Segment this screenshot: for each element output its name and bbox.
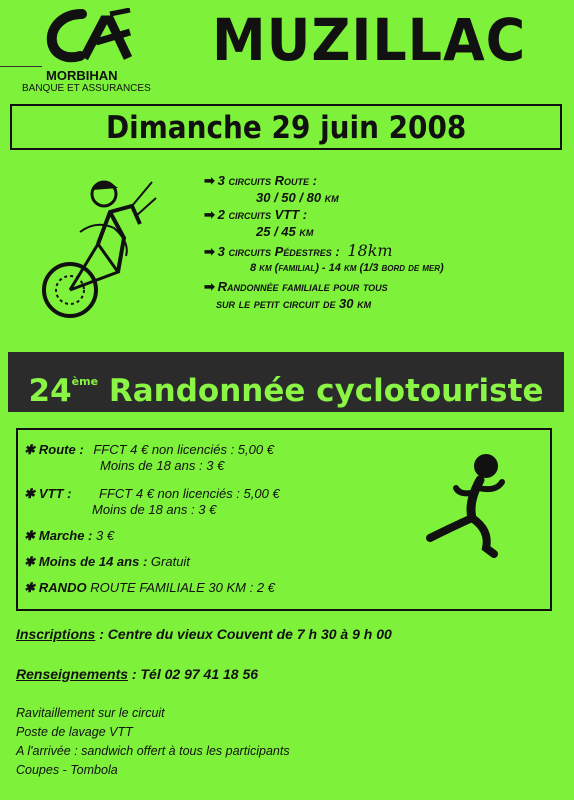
event-banner-title: 24ème Randonnée cyclotouriste	[28, 373, 544, 409]
circuit-familiale: ➡ Randonnée familiale pour tous sur le petit circuit de 30 km	[204, 279, 388, 311]
footer-line: A l'arrivée : sandwich offert à tous les participants	[16, 744, 290, 758]
arrow-bullet-icon: ➡	[204, 279, 215, 294]
logo-subtitle: BANQUE ET ASSURANCES	[22, 83, 151, 94]
footer-notes	[16, 704, 290, 780]
inscriptions-line: Inscriptions : Centre du vieux Couvent de 7 h 30 à 9 h 00	[16, 626, 392, 642]
cyclist-drawing-icon	[40, 172, 160, 332]
arrow-bullet-icon: ➡	[204, 207, 215, 222]
price-marche: ✱ Marche : 3 €	[24, 528, 115, 543]
handwritten-note: 18km	[347, 241, 393, 260]
circuit-vtt: ➡ 2 circuits VTT : 25 / 45 km	[204, 207, 314, 239]
runner-icon	[420, 452, 520, 562]
circuit-pedestre: ➡ 3 circuits Pédestres : 18km 8 km (familial) - 14 km (1/3 bord de mer)	[204, 241, 444, 274]
arrow-bullet-icon: ➡	[204, 173, 215, 188]
price-moins-14: ✱ Moins de 14 ans : Gratuit	[24, 554, 190, 569]
date-box	[10, 104, 562, 150]
event-date: Dimanche 29 juin 2008	[105, 110, 467, 146]
footer-line: Ravitaillement sur le circuit	[16, 706, 165, 720]
footer-line: Poste de lavage VTT	[16, 725, 133, 739]
town-title: MUZILLAC	[212, 6, 527, 74]
price-vtt: ✱ VTT : FFCT 4 € non licenciés : 5,00 € Moins de 18 ans : 3 €	[24, 486, 280, 517]
price-route: ✱ Route : FFCT 4 € non licenciés : 5,00 € Moins de 18 ans : 3 €	[24, 442, 274, 473]
renseignements-line: Renseignements : Tél 02 97 41 18 56	[16, 666, 259, 682]
credit-agricole-logo-icon	[44, 8, 134, 66]
circuit-route: ➡ 3 circuits Route : 30 / 50 / 80 km	[204, 173, 339, 205]
footer-line: Coupes - Tombola	[16, 763, 118, 777]
logo-rule	[0, 66, 42, 67]
logo-name: MORBIHAN	[46, 68, 118, 83]
arrow-bullet-icon: ➡	[204, 244, 215, 259]
price-rando: ✱ RANDO ROUTE FAMILIALE 30 KM : 2 €	[24, 580, 275, 595]
